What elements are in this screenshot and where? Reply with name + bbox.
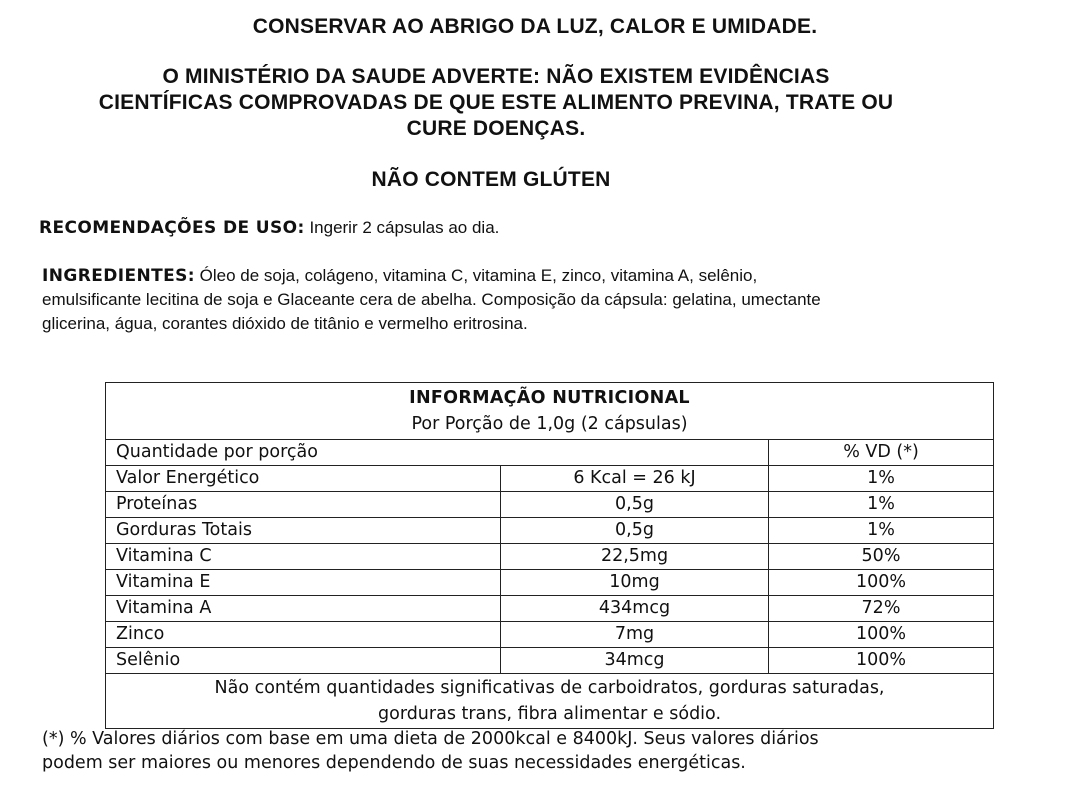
nutrition-title: INFORMAÇÃO NUTRICIONAL bbox=[409, 388, 690, 408]
table-row bbox=[106, 648, 994, 674]
nutrient-name: Proteínas bbox=[106, 492, 501, 518]
table-row bbox=[106, 466, 994, 492]
ingredients-label: INGREDIENTES: bbox=[42, 266, 195, 286]
nutrient-vd: 1% bbox=[769, 518, 994, 544]
nutrition-note bbox=[106, 674, 994, 729]
nutrient-name: Vitamina A bbox=[106, 596, 501, 622]
health-warning-line-3: CURE DOENÇAS. bbox=[406, 117, 586, 140]
ingredients-text-1: Óleo de soja, colágeno, vitamina C, vitamina E, zinco, vitamina A, selênio, bbox=[199, 266, 758, 285]
nutrition-note-line-1: Não contém quantidades significativas de carboidratos, gorduras saturadas, bbox=[214, 678, 885, 698]
usage-label: RECOMENDAÇÕES DE USO: bbox=[39, 218, 305, 238]
nutrient-amount: 0,5g bbox=[501, 492, 769, 518]
table-row bbox=[106, 492, 994, 518]
table-row bbox=[106, 570, 994, 596]
table-row bbox=[106, 596, 994, 622]
nutrition-note-line-2: gorduras trans, fibra alimentar e sódio. bbox=[378, 704, 722, 724]
ingredients-line-3: glicerina, água, corantes dióxido de titânio e vermelho eritrosina. bbox=[42, 314, 528, 333]
ingredients-line-1 bbox=[42, 266, 757, 286]
nutrient-vd: 100% bbox=[769, 570, 994, 596]
nutrient-vd: 100% bbox=[769, 648, 994, 674]
nutrient-vd: 50% bbox=[769, 544, 994, 570]
nutrition-header bbox=[106, 383, 994, 440]
table-row bbox=[106, 518, 994, 544]
column-header-vd: % VD (*) bbox=[769, 440, 994, 466]
footnote-line-2: podem ser maiores ou menores dependendo de suas necessidades energéticas. bbox=[42, 753, 746, 773]
nutrient-amount: 7mg bbox=[501, 622, 769, 648]
usage-recommendation bbox=[39, 218, 499, 238]
nutrition-table bbox=[105, 382, 994, 729]
nutrient-vd: 1% bbox=[769, 466, 994, 492]
nutrient-vd: 72% bbox=[769, 596, 994, 622]
nutrient-vd: 100% bbox=[769, 622, 994, 648]
nutrient-name: Vitamina E bbox=[106, 570, 501, 596]
nutrient-amount: 22,5mg bbox=[501, 544, 769, 570]
health-warning-line-2: CIENTÍFICAS COMPROVADAS DE QUE ESTE ALIMENTO PREVINA, TRATE OU bbox=[98, 91, 894, 114]
nutrient-name: Zinco bbox=[106, 622, 501, 648]
nutrition-column-header-row bbox=[106, 440, 994, 466]
footnote-line-1: (*) % Valores diários com base em uma dieta de 2000kcal e 8400kJ. Seus valores diários bbox=[42, 729, 819, 749]
nutrient-name: Selênio bbox=[106, 648, 501, 674]
nutrition-header-row bbox=[106, 383, 994, 440]
usage-text: Ingerir 2 cápsulas ao dia. bbox=[309, 218, 500, 237]
nutrient-vd: 1% bbox=[769, 492, 994, 518]
nutrient-amount: 10mg bbox=[501, 570, 769, 596]
gluten-notice: NÃO CONTEM GLÚTEN bbox=[371, 168, 611, 191]
nutrient-amount: 0,5g bbox=[501, 518, 769, 544]
nutrient-amount: 34mcg bbox=[501, 648, 769, 674]
ingredients-line-2: emulsificante lecitina de soja e Glaceante cera de abelha. Composição da cápsula: gelatina, umectante bbox=[42, 290, 821, 309]
table-row bbox=[106, 622, 994, 648]
nutrient-name: Vitamina C bbox=[106, 544, 501, 570]
nutrient-name: Valor Energético bbox=[106, 466, 501, 492]
nutrition-portion: Por Porção de 1,0g (2 cápsulas) bbox=[411, 414, 688, 434]
nutrition-note-row bbox=[106, 674, 994, 729]
nutrient-amount: 434mcg bbox=[501, 596, 769, 622]
nutrient-name: Gorduras Totais bbox=[106, 518, 501, 544]
storage-notice: CONSERVAR AO ABRIGO DA LUZ, CALOR E UMIDADE. bbox=[252, 15, 818, 38]
health-warning-line-1: O MINISTÉRIO DA SAUDE ADVERTE: NÃO EXISTEM EVIDÊNCIAS bbox=[162, 65, 830, 88]
column-header-quantity: Quantidade por porção bbox=[106, 440, 769, 466]
table-row bbox=[106, 544, 994, 570]
nutrient-amount: 6 Kcal = 26 kJ bbox=[501, 466, 769, 492]
